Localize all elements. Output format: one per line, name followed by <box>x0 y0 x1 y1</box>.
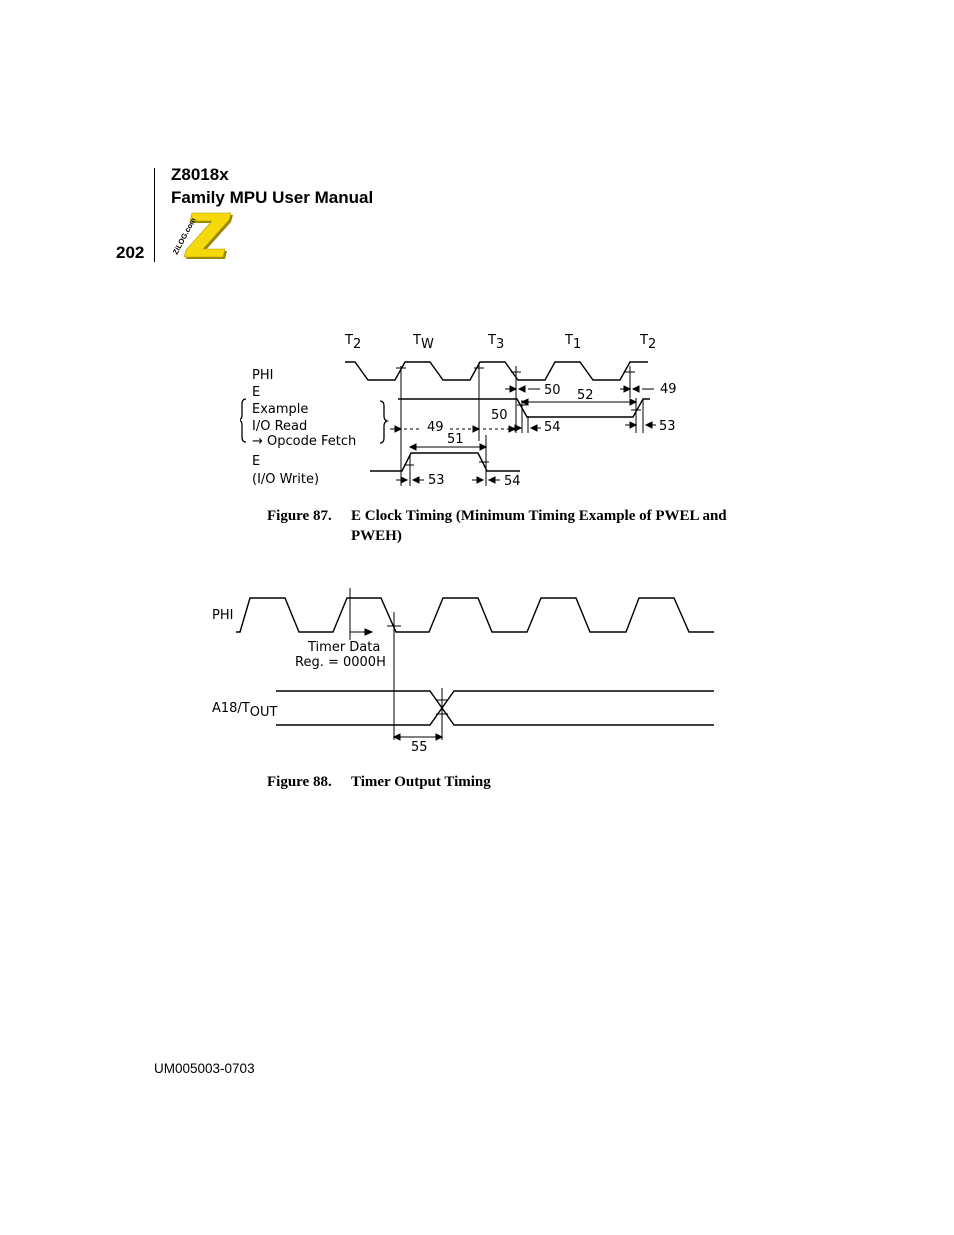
figure-88-number: Figure 88. <box>267 774 332 790</box>
signal-label-opcode-fetch: → Opcode Fetch <box>252 434 357 449</box>
signal-label-phi: PHI <box>212 608 234 623</box>
timer-data-annotation-line2: Reg. = 0000H <box>295 655 386 670</box>
timing-label-54-upper: 54 <box>544 420 561 435</box>
left-brace <box>240 399 246 442</box>
e-io-write-waveform <box>370 453 520 471</box>
state-label-t1: T1 <box>565 333 582 352</box>
header-rule <box>154 168 155 262</box>
right-brace <box>380 401 387 443</box>
a18-tout-waveform <box>276 691 714 725</box>
zilog-logo <box>165 208 237 262</box>
document-id: UM005003-0703 <box>154 1061 255 1076</box>
state-label-t2: T2 <box>345 333 362 352</box>
timing-label-49-right: 49 <box>660 382 677 397</box>
timing-label-53-right: 53 <box>659 419 676 434</box>
figure-87-title: E Clock Timing (Minimum Timing Example of PWEL and PWEH) <box>351 508 727 544</box>
figure-87-number: Figure 87. <box>267 508 332 524</box>
signal-label-io-read: I/O Read <box>252 419 308 434</box>
timing-label-52: 52 <box>577 388 594 403</box>
state-label-t2-end: T2 <box>640 333 657 352</box>
timing-label-49-left: 49 <box>427 420 444 435</box>
signal-label-a18-tout: A18/TOUT <box>212 701 278 720</box>
figure-88-title: Timer Output Timing <box>351 774 491 790</box>
signal-label-phi: PHI <box>252 368 274 383</box>
signal-label-example: Example <box>252 402 309 417</box>
manual-title-line1: Z8018x <box>171 165 229 184</box>
figure-88-diagram <box>205 585 725 760</box>
figure-87-diagram <box>240 325 700 495</box>
signal-label-e-write: E <box>252 454 261 469</box>
timing-label-54-lower: 54 <box>504 474 521 489</box>
signal-label-e: E <box>252 385 261 400</box>
state-label-tw: TW <box>413 333 434 352</box>
signal-label-io-write: (I/O Write) <box>252 472 320 487</box>
timing-label-50-middle: 50 <box>491 408 508 423</box>
timing-label-55: 55 <box>411 740 428 755</box>
timer-data-annotation-line1: Timer Data <box>308 640 381 655</box>
timing-label-50-upper: 50 <box>544 383 561 398</box>
phi-clock-waveform <box>236 598 714 632</box>
state-label-t3: T3 <box>488 333 505 352</box>
timing-label-51: 51 <box>447 432 464 447</box>
figure-88-caption <box>267 772 667 794</box>
figure-87-caption <box>267 506 767 548</box>
phi-clock-waveform <box>345 362 648 380</box>
manual-title-line2: Family MPU User Manual <box>171 188 374 207</box>
timing-label-53-lower: 53 <box>428 473 445 488</box>
page-number: 202 <box>116 243 145 262</box>
manual-title <box>171 163 373 209</box>
logo-text: ZiLOG.com <box>170 216 198 256</box>
